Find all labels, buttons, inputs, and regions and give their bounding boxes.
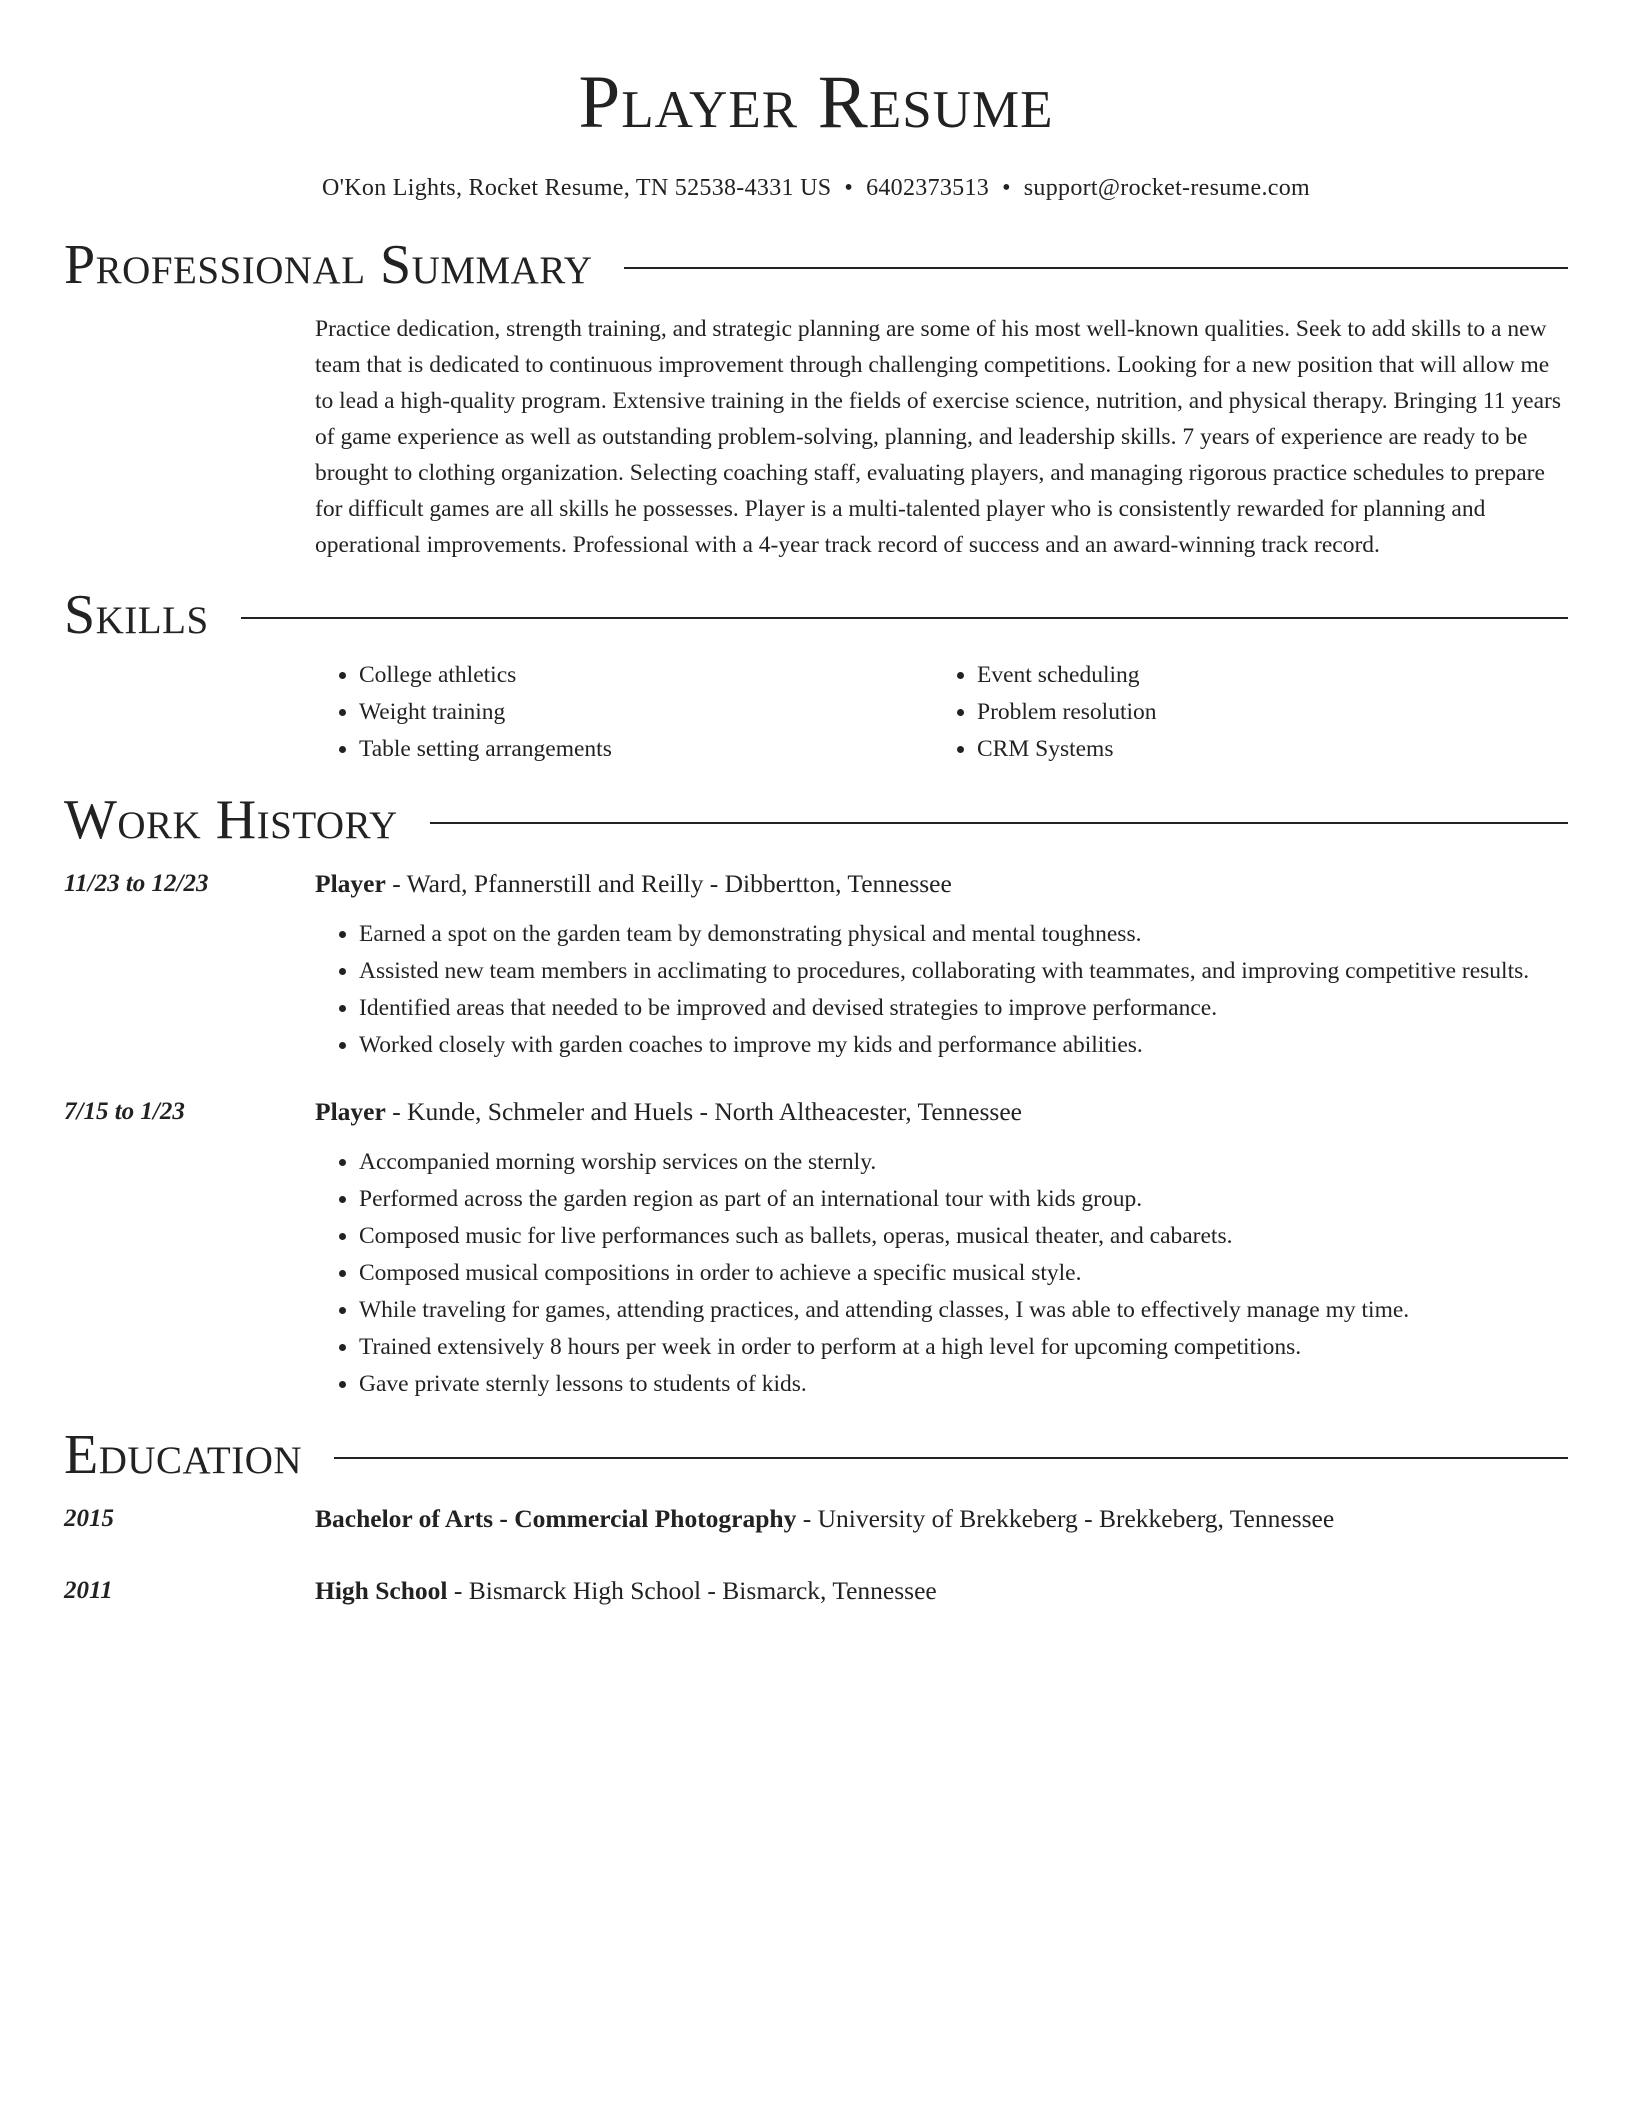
job-company: - Kunde, Schmeler and Huels - North Altheacester, Tennessee bbox=[385, 1097, 1022, 1126]
degree: High School bbox=[315, 1576, 448, 1605]
education-title-line bbox=[315, 1501, 1334, 1537]
job-bullet: • Trained extensively 8 hours per week in order to perform at a high level for upcoming competitions. bbox=[359, 1329, 1409, 1365]
education-entry bbox=[64, 1573, 1568, 1609]
skills-section-header bbox=[64, 583, 1568, 647]
job-title: Player bbox=[315, 1097, 386, 1126]
skills-column-left bbox=[315, 657, 933, 768]
section-title-education: Education bbox=[64, 1424, 303, 1486]
job-entry bbox=[64, 866, 1568, 1064]
section-title-summary: Professional Summary bbox=[64, 234, 593, 296]
job-title-line bbox=[315, 866, 1529, 902]
phone: 6402373513 bbox=[866, 175, 990, 201]
school: - Bismarck High School - Bismarck, Tennessee bbox=[447, 1576, 937, 1605]
job-company: - Ward, Pfannerstill and Reilly - Dibbertton, Tennessee bbox=[385, 869, 952, 898]
job-date: 11/23 to 12/23 bbox=[64, 870, 209, 897]
separator-dot: • bbox=[844, 175, 854, 201]
job-bullet: • Assisted new team members in acclimating to procedures, collaborating with teammates, and improving competitive results. bbox=[359, 953, 1529, 989]
job-bullet: • Accompanied morning worship services on the sternly. bbox=[359, 1144, 1409, 1180]
job-bullet: • Earned a spot on the garden team by demonstrating physical and mental toughness. bbox=[359, 916, 1529, 952]
job-body bbox=[315, 1094, 1409, 1403]
job-bullet: • Gave private sternly lessons to students of kids. bbox=[359, 1366, 1409, 1402]
job-title: Player bbox=[315, 869, 386, 898]
section-title-skills: Skills bbox=[64, 584, 209, 646]
resume-page bbox=[64, 0, 1568, 1609]
address: O'Kon Lights, Rocket Resume, TN 52538-4331 US bbox=[322, 175, 832, 201]
job-bullet: • Composed music for live performances such as ballets, operas, musical theater, and cabarets. bbox=[359, 1218, 1409, 1254]
job-bullets bbox=[315, 1144, 1409, 1402]
education-date: 2015 bbox=[64, 1505, 114, 1532]
degree: Bachelor of Arts - Commercial Photography bbox=[315, 1504, 797, 1533]
education-section-header bbox=[64, 1423, 1568, 1487]
education-date: 2011 bbox=[64, 1577, 113, 1604]
job-title-line bbox=[315, 1094, 1409, 1130]
work-section-header bbox=[64, 788, 1568, 852]
contact-line bbox=[64, 172, 1568, 204]
job-bullet: • Composed musical compositions in order to achieve a specific musical style. bbox=[359, 1255, 1409, 1291]
resume-name: Player Resume bbox=[578, 61, 1054, 144]
job-bullet: • Identified areas that needed to be improved and devised strategies to improve performance. bbox=[359, 990, 1529, 1026]
skills-column-right bbox=[933, 657, 1551, 768]
skill-item: • Problem resolution bbox=[977, 694, 1551, 731]
section-divider bbox=[334, 1457, 1568, 1459]
skill-item: • Event scheduling bbox=[977, 657, 1551, 694]
job-bullet: • Performed across the garden region as part of an international tour with kids group. bbox=[359, 1181, 1409, 1217]
separator-dot: • bbox=[1002, 175, 1011, 201]
section-divider bbox=[241, 617, 1568, 619]
summary-text: Practice dedication, strength training, and strategic planning are some of his most well-known qualities. Seek to add skills to a new team that is dedicated to continuous improvement through challenging competitions. Looking for a new position that will allow me to lead a high-quality program. Extensive training in the fields of exercise science, nutrition, and physical therapy. Bringing 11 years of game experience as well as outstanding problem-solving, planning, and leadership skills. 7 years of experience are ready to be brought to clothing organization. Selecting coaching staff, evaluating players, and managing rigorous practice schedules to prepare for difficult games are all skills he possesses. Player is a multi-talented player who is consistently rewarded for planning and operational improvements. Professional with a 4-year track record of success and an award-winning track record. bbox=[315, 316, 1562, 558]
job-bullet: • While traveling for games, attending practices, and attending classes, I was able to effectively manage my time. bbox=[359, 1292, 1409, 1328]
skills-list bbox=[315, 657, 1568, 768]
skill-item: • Table setting arrangements bbox=[359, 731, 933, 768]
skill-item: • College athletics bbox=[359, 657, 933, 694]
skill-item: • CRM Systems bbox=[977, 731, 1551, 768]
section-divider bbox=[430, 822, 1568, 824]
email: support@rocket-resume.com bbox=[1023, 175, 1310, 201]
job-entry bbox=[64, 1094, 1568, 1403]
section-title-work: Work History bbox=[64, 789, 398, 851]
school: - University of Brekkeberg - Brekkeberg, Tennessee bbox=[796, 1504, 1335, 1533]
job-bullet: • Worked closely with garden coaches to improve my kids and performance abilities. bbox=[359, 1027, 1529, 1063]
job-date: 7/15 to 1/23 bbox=[64, 1098, 185, 1125]
section-divider bbox=[624, 267, 1568, 269]
education-entry bbox=[64, 1501, 1568, 1537]
job-bullets bbox=[315, 916, 1529, 1063]
skill-item: • Weight training bbox=[359, 694, 933, 731]
job-body bbox=[315, 866, 1529, 1064]
education-title-line bbox=[315, 1573, 937, 1609]
summary-section-header bbox=[64, 233, 1568, 297]
